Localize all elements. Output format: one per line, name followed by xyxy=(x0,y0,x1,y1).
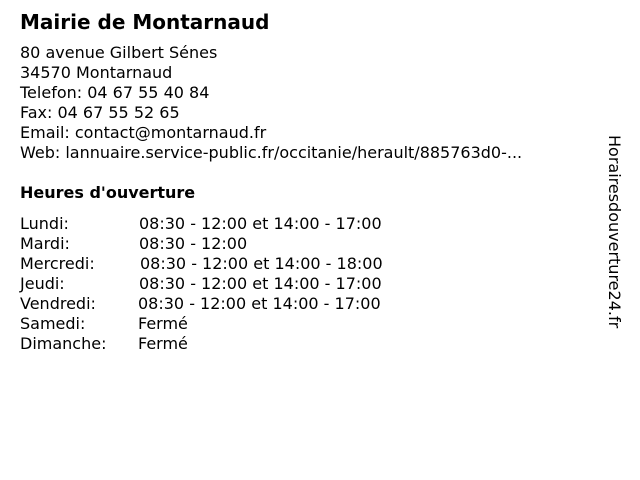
hours-time: 08:30 - 12:00 et 14:00 - 18:00 xyxy=(140,254,383,273)
web-line: Web: lannuaire.service-public.fr/occitanie/herault/885763d0-... xyxy=(20,143,523,162)
address-city: 34570 Montarnaud xyxy=(20,63,173,82)
hours-day: Vendredi: xyxy=(20,294,96,313)
fax-line: Fax: 04 67 55 52 65 xyxy=(20,103,180,122)
page-title: Mairie de Montarnaud xyxy=(20,10,270,34)
hours-time: 08:30 - 12:00 xyxy=(139,234,248,253)
hours-day: Dimanche: xyxy=(20,334,107,353)
hours-day: Mardi: xyxy=(20,234,70,253)
site-watermark: Horairesdouverture24.fr xyxy=(605,135,624,329)
hours-heading: Heures d'ouverture xyxy=(20,183,196,202)
hours-day: Lundi: xyxy=(20,214,69,233)
hours-day: Jeudi: xyxy=(20,274,65,293)
hours-day: Mercredi: xyxy=(20,254,95,273)
hours-time: 08:30 - 12:00 et 14:00 - 17:00 xyxy=(138,294,381,313)
email-line: Email: contact@montarnaud.fr xyxy=(20,123,267,142)
hours-time: Fermé xyxy=(138,314,188,333)
address-street: 80 avenue Gilbert Sénes xyxy=(20,43,218,62)
hours-time: 08:30 - 12:00 et 14:00 - 17:00 xyxy=(139,214,382,233)
phone-line: Telefon: 04 67 55 40 84 xyxy=(20,83,210,102)
address-block xyxy=(20,43,522,163)
hours-day: Samedi: xyxy=(20,314,86,333)
hours-time: 08:30 - 12:00 et 14:00 - 17:00 xyxy=(139,274,382,293)
hours-time: Fermé xyxy=(138,334,188,353)
